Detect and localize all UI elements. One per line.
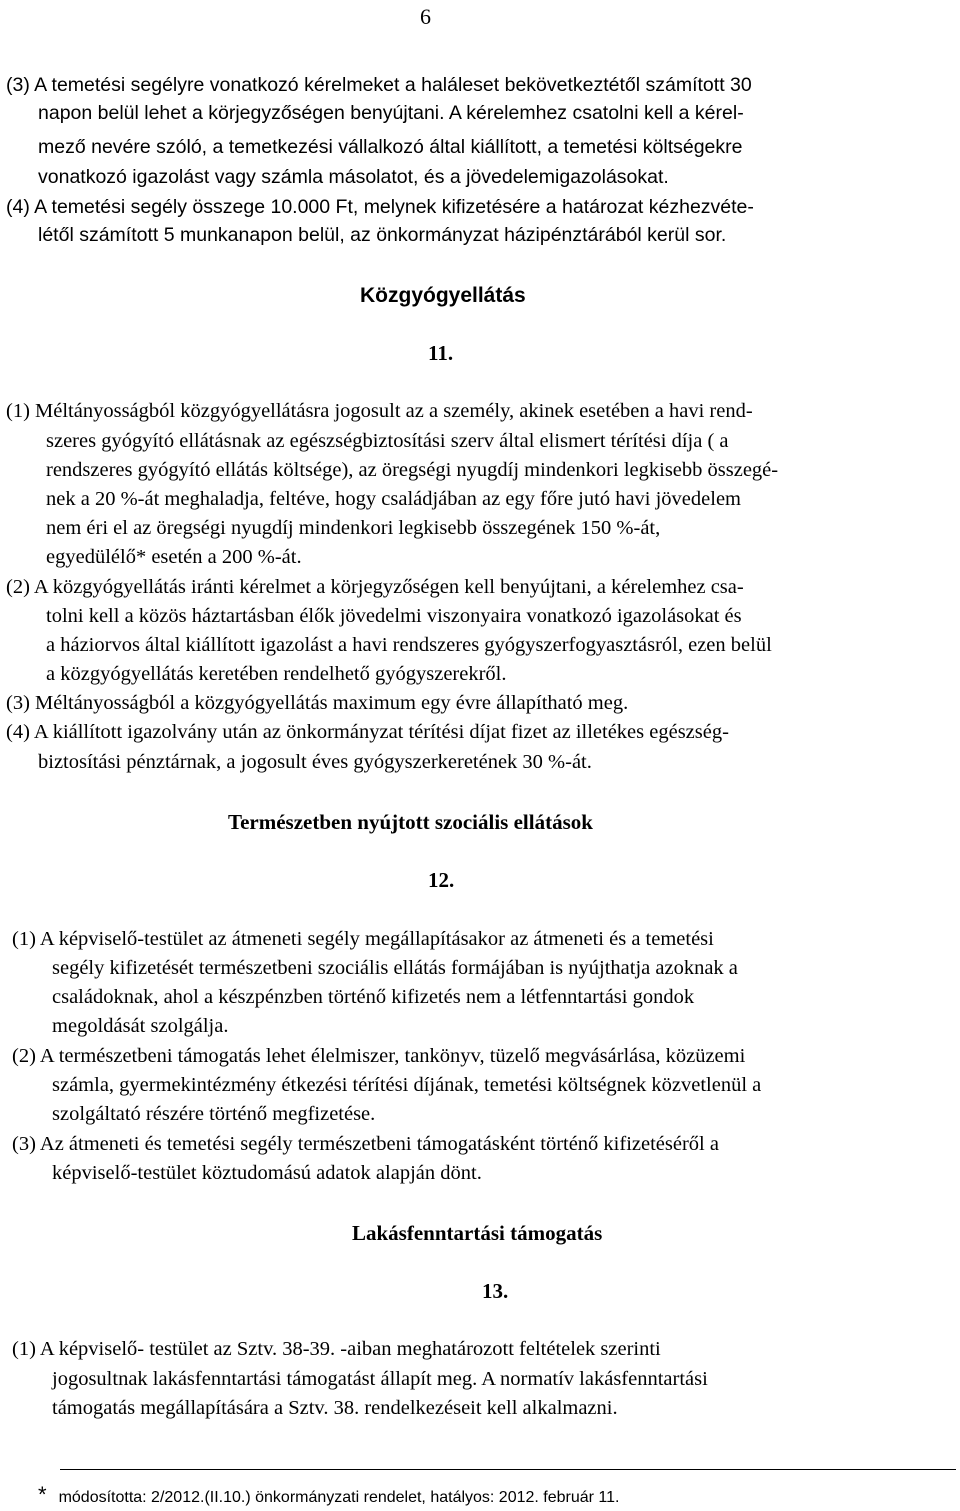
text-line: családoknak, ahol a készpénzben történő kifizetés nem a létfenntartási gondok [52, 986, 695, 1008]
text-line: (1) A képviselő-testület az átmeneti segély megállapításakor az átmeneti és a temetési [12, 928, 714, 950]
page-number: 6 [420, 4, 431, 29]
text-line: támogatás megállapítására a Sztv. 38. rendelkezéseit kell alkalmazni. [52, 1397, 618, 1419]
footnote-rule [60, 1469, 956, 1470]
text-line: biztosítási pénztárnak, a jogosult éves gyógyszerkeretének 30 %-át. [38, 751, 592, 773]
text-line: (1) Méltányosságból közgyógyellátásra jogosult az a személy, akinek esetében a havi rend- [6, 400, 753, 422]
text-line: számla, gyermekintézmény étkezési térítési díjának, temetési költségnek közvetlenül a [52, 1074, 762, 1096]
text-line: egyedülélő* esetén a 200 %-át. [46, 546, 302, 568]
footnote [38, 1484, 619, 1509]
text-line: (4) A kiállított igazolvány után az önkormányzat térítési díjat fizet az illetékes egészség- [6, 721, 729, 743]
text-line: jogosultnak lakásfenntartási támogatást állapít meg. A normatív lakásfenntartási [52, 1368, 708, 1390]
text-line: szeres gyógyító ellátásnak az egészségbiztosítási szerv által elismert térítési díja ( a [46, 430, 729, 452]
section-number: 12. [428, 868, 455, 892]
text-line: tolni kell a közös háztartásban élők jövedelmi viszonyaira vonatkozó igazolásokat és [46, 605, 742, 627]
text-line: rendszeres gyógyító ellátás költsége), az öregségi nyugdíj mindenkori legkisebb összegé- [46, 459, 779, 481]
section-heading: Közgyógyellátás [360, 284, 526, 307]
footnote-marker: * [38, 1482, 47, 1507]
text-line: (3) Méltányosságból a közgyógyellátás maximum egy évre állapítható meg. [6, 692, 629, 714]
section-number: 13. [482, 1279, 509, 1303]
text-line: mező nevére szóló, a temetkezési vállalkozó által kiállított, a temetési költségekre [38, 136, 743, 158]
text-line: vonatkozó igazolást vagy számla másolatot, és a jövedelemigazolásokat. [38, 166, 669, 188]
section-number: 11. [428, 341, 454, 365]
text-line: megoldását szolgálja. [52, 1015, 229, 1037]
footnote-text: módosította: 2/2012.(II.10.) önkormányzati rendelet, hatályos: 2012. február 11. [58, 1489, 620, 1506]
text-line: (4) A temetési segély összege 10.000 Ft, melynek kifizetésére a határozat kézhezvéte- [6, 196, 754, 218]
text-line: segély kifizetését természetbeni szociális ellátás formájában is nyújthatja azoknak a [52, 957, 738, 979]
text-line: képviselő-testület köztudomású adatok alapján dönt. [52, 1162, 482, 1184]
text-line: nek a 20 %-át meghaladja, feltéve, hogy családjában az egy főre jutó havi jövedelem [46, 488, 741, 510]
text-line: (2) A közgyógyellátás iránti kérelmet a körjegyzőségen kell benyújtani, a kérelemhez csa- [6, 576, 744, 598]
text-line: (1) A képviselő- testület az Sztv. 38-39. -aiban meghatározott feltételek szerinti [12, 1338, 661, 1360]
text-line: a közgyógyellátás keretében rendelhető gyógyszerekről. [46, 663, 507, 685]
text-line: nem éri el az öregségi nyugdíj mindenkori legkisebb összegének 150 %-át, [46, 517, 661, 539]
text-line: létől számított 5 munkanapon belül, az önkormányzat házipénztárából kerül sor. [38, 224, 727, 246]
text-line: napon belül lehet a körjegyzőségen benyújtani. A kérelemhez csatolni kell a kérel- [38, 102, 744, 124]
text-line: (2) A természetbeni támogatás lehet élelmiszer, tankönyv, tüzelő megvásárlása, közüzemi [12, 1045, 746, 1067]
text-line: a háziorvos által kiállított igazolást a havi rendszeres gyógyszerfogyasztásról, ezen belül [46, 634, 772, 656]
text-line: (3) A temetési segélyre vonatkozó kérelmeket a haláleset bekövetkeztétől számított 30 [6, 74, 752, 96]
section-heading: Lakásfenntartási támogatás [352, 1221, 603, 1245]
text-line: szolgáltató részére történő megfizetése. [52, 1103, 376, 1125]
section-heading: Természetben nyújtott szociális ellátások [228, 810, 593, 834]
text-line: (3) Az átmeneti és temetési segély természetbeni támogatásként történő kifizetéséről a [12, 1133, 719, 1155]
